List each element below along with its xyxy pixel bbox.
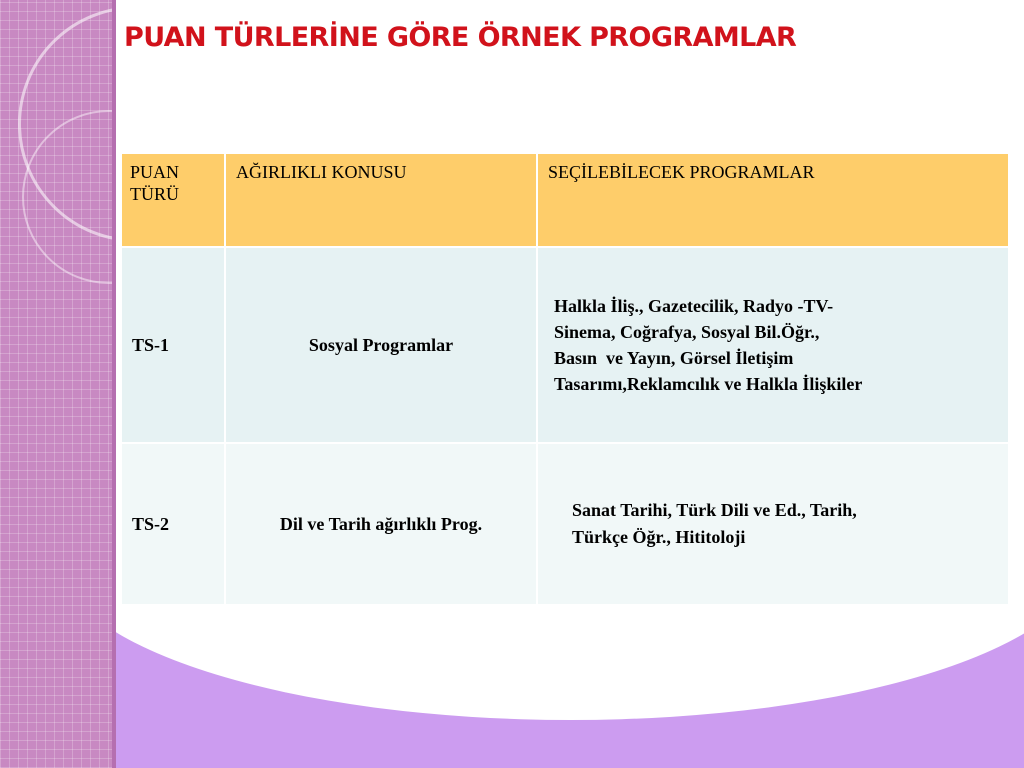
program-line: Basın ve Yayın, Görsel İletişim: [554, 348, 794, 368]
program-line: Sinema, Coğrafya, Sosyal Bil.Öğr.,: [554, 321, 820, 342]
program-line: Halkla İliş., Gazetecilik, Radyo -TV-: [554, 295, 834, 316]
programs-cell: [537, 443, 1009, 605]
slide-title: PUAN TÜRLERİNE GÖRE ÖRNEK PROGRAMLAR: [124, 22, 797, 53]
puan-turu-cell: TS-1: [121, 247, 225, 443]
agirlikli-konusu-cell: Dil ve Tarih ağırlıklı Prog.: [225, 443, 537, 605]
program-line: Tasarımı,Reklamcılık ve Halkla İlişkiler: [554, 374, 863, 395]
wave-curve: [116, 620, 1024, 720]
table-row: [121, 443, 1009, 605]
table-row: [121, 247, 1009, 443]
agirlikli-konusu-cell: Sosyal Programlar: [225, 247, 537, 443]
header-puan-turu: [121, 153, 225, 247]
puan-turu-cell: TS-2: [121, 443, 225, 605]
program-line: Sanat Tarihi, Türk Dili ve Ed., Tarih,: [572, 500, 857, 520]
program-line: Türkçe Öğr., Hititoloji: [572, 527, 746, 547]
programs-table: [120, 152, 1010, 606]
table-header-row: [121, 153, 1009, 247]
header-secilebilecek-programlar: SEÇİLEBİLECEK PROGRAMLAR: [537, 153, 1009, 247]
header-agirlikli-konusu: AĞIRLIKLI KONUSU: [225, 153, 537, 247]
decorative-bottom-wave: [116, 620, 1024, 768]
decorative-sidebar: [0, 0, 116, 768]
header-puan-turu-line1: PUAN: [130, 162, 180, 182]
header-puan-turu-line2: TÜRÜ: [130, 183, 179, 204]
programs-cell: [537, 247, 1009, 443]
